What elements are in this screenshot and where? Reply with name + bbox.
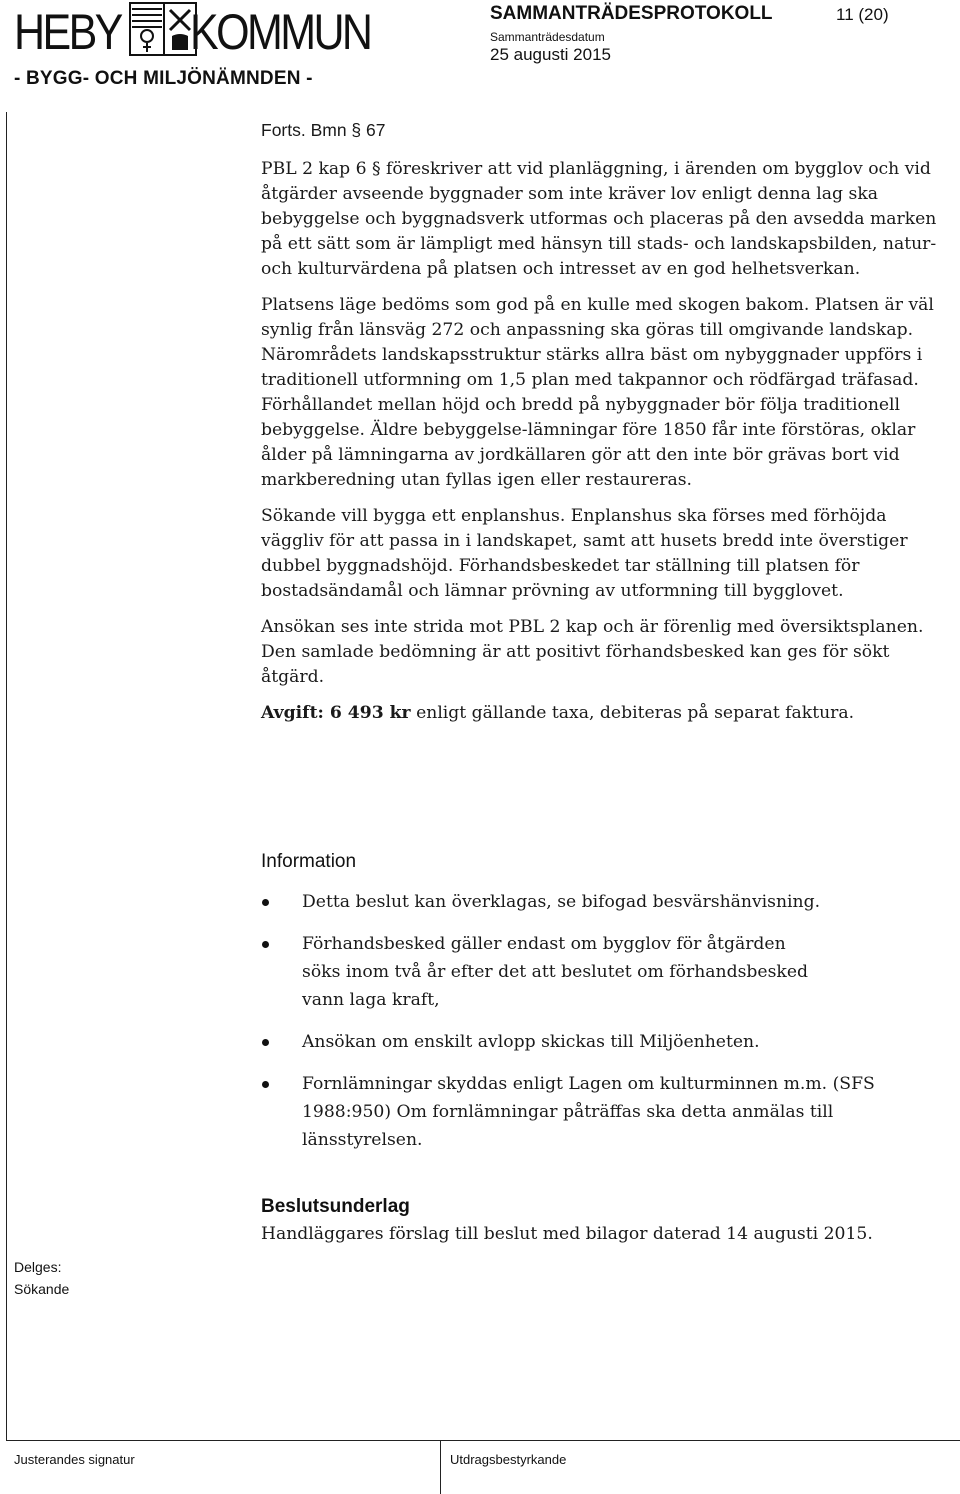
decision-basis-heading: Beslutsunderlag (261, 1196, 410, 1217)
fee-amount: Avgift: 6 493 kr (261, 703, 411, 723)
protocol-body (261, 118, 941, 726)
list-item (261, 1028, 941, 1056)
body-paragraph: Ansökan ses inte strida mot PBL 2 kap och är förenlig med översiktsplanen. Den samlade bedömning är att positivt förhandsbesked kan ges för sökt åtgärd. (261, 617, 924, 687)
distribution-block (14, 1256, 69, 1300)
continuation-heading: Forts. Bmn § 67 (261, 120, 386, 140)
list-item-text: Detta beslut kan överklagas, se bifogad besvärshänvisning. (302, 892, 821, 912)
coat-of-arms-icon (128, 2, 198, 56)
logo-text-heby: HEBY (14, 4, 121, 60)
information-list (261, 888, 941, 1168)
adjuster-signature-label: Justerandes signatur (14, 1452, 135, 1467)
list-item-text: Fornlämningar skyddas enligt Lagen om kulturminnen m.m. (SFS 1988:950) Om fornlämningar påträffas ska detta anmälas till länsstyrelsen. (302, 1074, 875, 1150)
fee-line (261, 701, 941, 726)
logo-text-kommun: KOMMUN (190, 4, 371, 60)
distribution-label: Delges: (14, 1259, 62, 1275)
extract-certification-label: Utdragsbestyrkande (450, 1452, 567, 1467)
list-item (261, 888, 941, 916)
left-margin-rule (6, 112, 7, 1440)
decision-basis-text: Handläggares förslag till beslut med bilagor daterad 14 augusti 2015. (261, 1224, 873, 1244)
list-item-text: Förhandsbesked gäller endast om bygglov för åtgärden söks inom två år efter det att beslutet om förhandsbesked vann laga kraft, (302, 934, 808, 1010)
body-paragraph: Platsens läge bedöms som god på en kulle med skogen bakom. Platsen är väl synlig från länsväg 272 och anpassning ska göras till omgivande landskap. Närområdets landskapsstruktur stärks allra bäst om nybyggnader uppförs i traditionell utformning om 1,5 plan med takpannor och rödfärgad träfasad. Förhållandet mellan höjd och bredd på nybyggnader bör följa traditionell bebyggelse. Äldre bebyggelse-lämningar före 1850 får inte förstöras, oklar ålder på lämningarna av jordkällaren gör att den inte bör grävas bort vid markberedning utan fyllas igen eller restaureras. (261, 295, 934, 490)
body-paragraph: PBL 2 kap 6 § föreskriver att vid planläggning, i ärenden om bygglov och vid åtgärder avseende byggnader som inte kräver lov enligt denna lag ska bebyggelse och byggnadsverk utformas och placeras på den avsedda marken på ett sätt som är lämpligt med hänsyn till stads- och landskapsbilden, natur- och kulturvärdena på platsen och intresset av en god helhetsverkan. (261, 159, 937, 279)
list-item (261, 1070, 902, 1154)
fee-text: enligt gällande taxa, debiteras på separat faktura. (410, 703, 855, 723)
list-item (261, 930, 822, 1014)
information-heading: Information (261, 851, 357, 872)
footer-rule (6, 1440, 960, 1441)
department-name: - BYGG- OCH MILJÖNÄMNDEN - (14, 68, 313, 89)
heby-kommun-logo (14, 6, 138, 58)
protocol-title: SAMMANTRÄDESPROTOKOLL (490, 3, 773, 24)
bullet-icon (262, 1039, 269, 1046)
body-paragraph: Sökande vill bygga ett enplanshus. Enplanshus ska förses med förhöjda väggliv för att passa in i landskapet, samt att husets bredd inte överstiger dubbel byggnadshöjd. Förhandsbeskedet tar ställning till platsen för bostadsändamål och lämnar prövning av utformning till bygglovet. (261, 506, 908, 601)
page-number: 11 (20) (836, 5, 889, 24)
bullet-icon (262, 941, 269, 948)
distribution-recipient: Sökande (14, 1281, 70, 1297)
bullet-icon (262, 1081, 269, 1088)
list-item-text: Ansökan om enskilt avlopp skickas till Miljöenheten. (302, 1032, 760, 1052)
meeting-date: 25 augusti 2015 (490, 45, 611, 64)
meeting-date-label: Sammanträdesdatum (490, 30, 605, 44)
footer-divider (440, 1440, 441, 1494)
bullet-icon (262, 899, 269, 906)
logo-kommun-wrap (190, 6, 400, 58)
